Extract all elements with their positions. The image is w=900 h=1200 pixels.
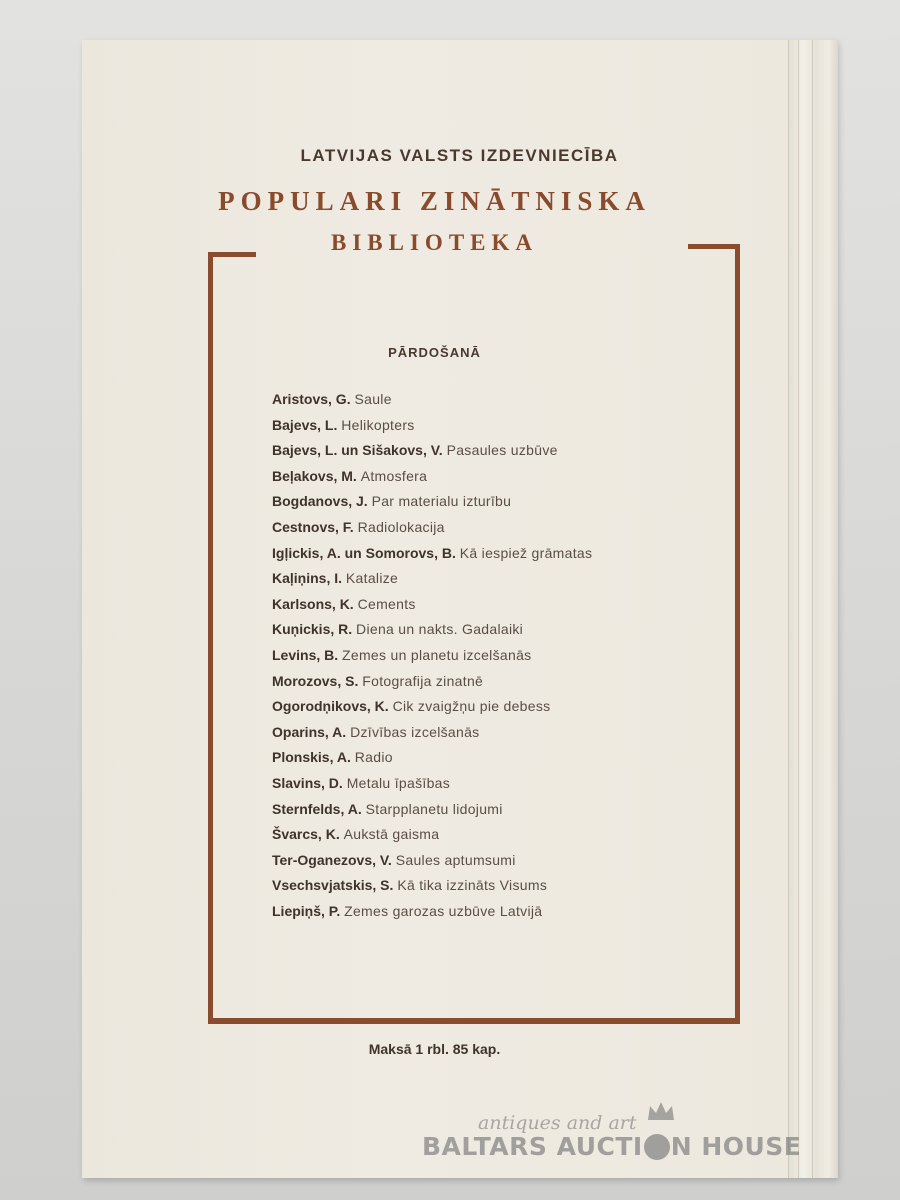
book-author: Švarcs, K. (272, 826, 340, 843)
book-title: Radio (354, 749, 393, 766)
book-title: Zemes un planetu izcelšanās (342, 646, 532, 663)
book-author: Bajevs, L. un Sišakovs, V. (272, 442, 443, 459)
book-title: Zemes garozas uzbūve Latvijā (344, 902, 543, 919)
frame-right-rule (735, 244, 740, 1020)
book-author: Bogdanovs, J. (272, 493, 368, 510)
book-list-item (272, 745, 592, 771)
book-title: Saule (354, 391, 392, 407)
book-author: Igļickis, A. un Somorovs, B. (272, 544, 456, 561)
book-author: Beļakovs, M. (272, 467, 357, 484)
book-title: Katalize (345, 570, 399, 587)
book-list-item (272, 592, 592, 618)
book-list-item (272, 541, 592, 567)
book-author: Cestnovs, F. (272, 518, 354, 535)
publisher-name: LATVIJAS VALSTS IZDEVNIECĪBA (300, 146, 619, 165)
spine-fold-line (812, 40, 813, 1178)
book-title: Helikopters (341, 416, 415, 433)
book-title: Dzīvības izcelšanās (350, 723, 480, 740)
book-list-item (272, 873, 592, 899)
book-title: Metalu īpašības (346, 774, 451, 791)
book-author: Bajevs, L. (272, 416, 338, 433)
book-list-item (272, 848, 592, 874)
watermark-text-part-1: BALTARS AUCTI (422, 1132, 643, 1161)
book-list-item (272, 387, 592, 413)
price-label: Maksā 1 rbl. 85 kap. (368, 1041, 501, 1057)
watermark-logo (422, 1132, 801, 1161)
book-list-item (272, 489, 592, 515)
spine-fold-line (798, 40, 799, 1178)
book-title: Par materialu izturību (371, 493, 512, 510)
book-list-item (272, 617, 592, 643)
watermark-text-part-2: N HOUSE (670, 1132, 802, 1161)
book-author: Oparins, A. (272, 723, 347, 740)
crown-icon (646, 1100, 676, 1122)
book-author: Slavins, D. (272, 774, 343, 791)
book-list-item (272, 694, 592, 720)
book-title: Fotografija zinatnē (362, 672, 484, 689)
frame-bottom-rule (208, 1018, 740, 1024)
book-list-item (272, 413, 592, 439)
book-author: Ogorodņikovs, K. (272, 698, 389, 715)
book-list-item (272, 464, 592, 490)
book-title: Radiolokacija (357, 518, 445, 535)
book-list-item (272, 899, 592, 925)
book-title: Saules aptumsumi (395, 851, 516, 868)
section-heading: PĀRDOŠANĀ (388, 345, 481, 360)
book-list-item (272, 643, 592, 669)
book-author: Aristovs, G. (272, 391, 351, 407)
book-title: Kā tika izzināts Visums (397, 877, 548, 894)
book-title: Cik zvaigžņu pie debess (392, 698, 551, 715)
frame-top-right-tick (688, 244, 739, 249)
book-list-item (272, 822, 592, 848)
booklet-spine (788, 40, 838, 1178)
frame-left-rule (208, 252, 213, 1024)
book-author: Kaļiņins, I. (272, 570, 343, 587)
book-author: Plonskis, A. (272, 749, 351, 766)
book-author: Karlsons, K. (272, 595, 354, 612)
book-list-item (272, 566, 592, 592)
book-title: Aukstā gaisma (343, 826, 440, 843)
book-title: Kā iespiež grāmatas (459, 544, 593, 561)
book-author: Levins, B. (272, 646, 339, 663)
book-title: Atmosfera (360, 467, 428, 484)
series-title-line-2: BIBLIOTEKA (331, 230, 538, 255)
book-list-item (272, 438, 592, 464)
book-title: Pasaules uzbūve (446, 442, 558, 459)
book-author: Vsechsvjatskis, S. (272, 877, 394, 894)
book-author: Kuņickis, R. (272, 621, 353, 638)
book-author: Ter-Oganezovs, V. (272, 851, 392, 868)
book-title: Cements (357, 595, 416, 612)
book-author: Liepiņš, P. (272, 902, 341, 919)
book-author: Sternfelds, A. (272, 800, 362, 817)
book-title: Diena un nakts. Gadalaiki (356, 621, 524, 638)
book-title: Starpplanetu lidojumi (365, 800, 503, 817)
watermark-o-circle (644, 1134, 670, 1160)
book-list-item (272, 515, 592, 541)
book-list (272, 387, 592, 924)
series-title-line-1: POPULARI ZINĀTNISKA (218, 186, 651, 216)
book-list-item (272, 771, 592, 797)
frame-top-left-tick (208, 252, 256, 257)
book-list-item (272, 669, 592, 695)
book-list-item (272, 797, 592, 823)
book-author: Morozovs, S. (272, 672, 359, 689)
watermark-tagline: antiques and art (478, 1112, 637, 1134)
book-list-item (272, 720, 592, 746)
